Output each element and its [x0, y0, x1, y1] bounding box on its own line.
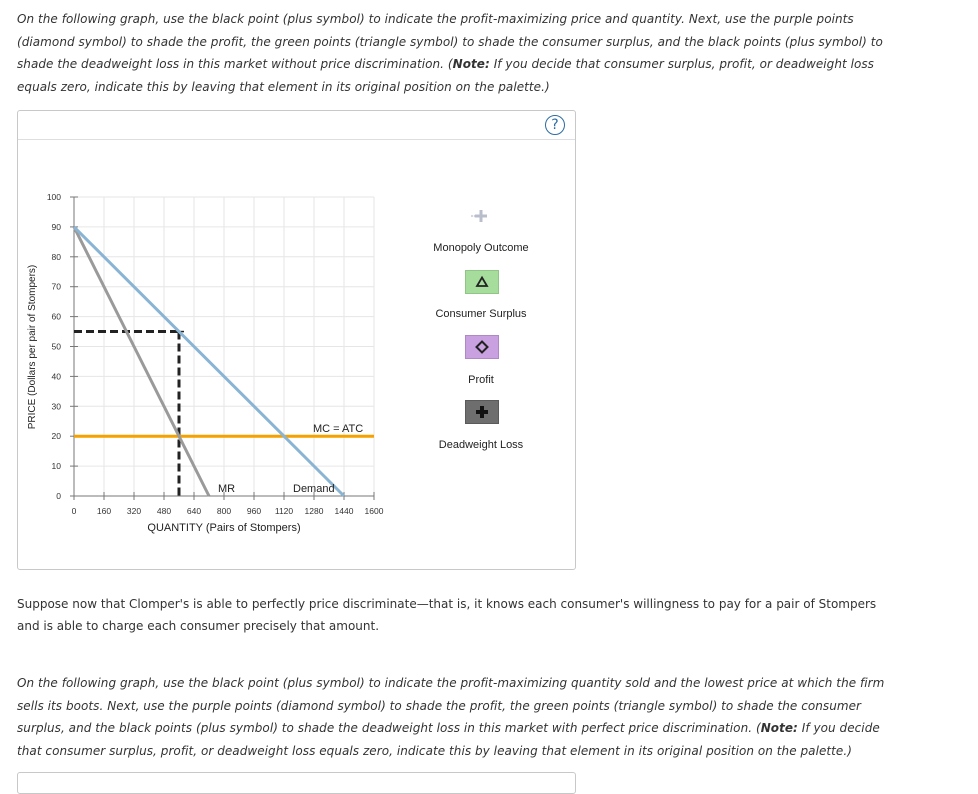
palette-label-consumer-surplus: Consumer Surplus [435, 308, 527, 320]
y-tick-label: 70 [51, 281, 61, 292]
instructions-1-part2: If you decide that consumer surplus, profit, or deadweight loss equals zero, indicate this by leaving that element in its original position on the palette.) [17, 57, 874, 94]
palette-tool-consumer-surplus[interactable] [465, 270, 499, 294]
y-axis-label: PRICE (Dollars per pair of Stompers) [27, 264, 38, 430]
x-tick-label: 1440 [334, 506, 354, 516]
chart-ticks [47, 192, 384, 516]
instructions-1 [17, 8, 887, 98]
palette-label-profit: Profit [468, 374, 494, 386]
plus-icon [466, 401, 498, 423]
y-tick-label: 60 [51, 311, 61, 322]
y-tick-label: 30 [51, 401, 61, 412]
instructions-2-part2: If you decide that consumer surplus, profit, or deadweight loss equals zero, indicate this by leaving that element in its original position on the palette.) [17, 721, 880, 758]
series-line-mr [74, 227, 209, 496]
palette-label-monopoly-outcome: Monopoly Outcome [433, 242, 529, 254]
x-tick-label: 640 [186, 506, 202, 516]
x-tick-label: 1600 [364, 506, 384, 516]
y-tick-label: 0 [56, 491, 61, 501]
x-tick-label: 320 [126, 506, 142, 516]
instructions-2-part1: On the following graph, use the black point (plus symbol) to indicate the profit-maximizing quantity sold and the lowest price at which the firm sells its boots. Next, use the purple points (diamond symbol) to shade the profit, the green points (triangle symbol) to shade the consumer surplus, and the black points (plus symbol) to shade the deadweight loss in this market with perfect price discrimination. ( [17, 676, 885, 735]
mc-atc-label: MC = ATC [313, 423, 364, 435]
x-axis-label: QUANTITY (Pairs of Stompers) [147, 522, 301, 534]
x-tick-label: 960 [246, 506, 262, 516]
palette-tool-monopoly-outcome[interactable] [464, 205, 496, 227]
y-tick-label: 10 [51, 461, 61, 472]
palette-label-deadweight-loss: Deadweight Loss [438, 439, 524, 451]
palette-tool-profit[interactable] [465, 335, 499, 359]
chart-grid [74, 197, 374, 496]
triangle-icon [466, 271, 498, 293]
help-icon[interactable]: ? [545, 115, 565, 135]
x-tick-label: 480 [156, 506, 172, 516]
series-line-demand [74, 227, 344, 496]
instructions-1-note-label: Note: [452, 57, 490, 71]
y-tick-label: 90 [51, 221, 61, 232]
x-tick-label: 800 [216, 506, 232, 516]
y-tick-label: 80 [51, 251, 61, 262]
y-tick-label: 20 [51, 431, 61, 442]
y-tick-label: 100 [46, 192, 61, 202]
instructions-2-note-label: Note: [760, 721, 798, 735]
scenario-text: Suppose now that Clomper's is able to perfectly price discriminate—that is, it knows each consumer's willingness to pay for a pair of Stompers and is able to charge each consumer precisely that amount. [17, 597, 877, 633]
palette-tool-deadweight-loss[interactable] [465, 400, 499, 424]
demand-label: Demand [293, 483, 335, 495]
x-tick-label: 1120 [274, 506, 294, 516]
diamond-icon [466, 336, 498, 358]
y-tick-label: 50 [51, 341, 61, 352]
x-tick-label: 0 [71, 506, 77, 516]
x-tick-label: 160 [96, 506, 112, 516]
instructions-2 [17, 672, 887, 762]
y-tick-label: 40 [51, 371, 61, 382]
x-tick-label: 1280 [304, 506, 324, 516]
instructions-1-part1: On the following graph, use the black point (plus symbol) to indicate the profit-maximizing price and quantity. Next, use the purple points (diamond symbol) to shade the profit, the green points (triangle symbol) to shade the consumer surplus, and the black points (plus symbol) to shade the deadweight loss in this market without price discrimination. ( [17, 12, 883, 71]
graph-panel-2 [17, 772, 576, 794]
mr-label: MR [218, 483, 236, 495]
plus-icon [464, 205, 496, 227]
graph-panel [17, 110, 576, 570]
